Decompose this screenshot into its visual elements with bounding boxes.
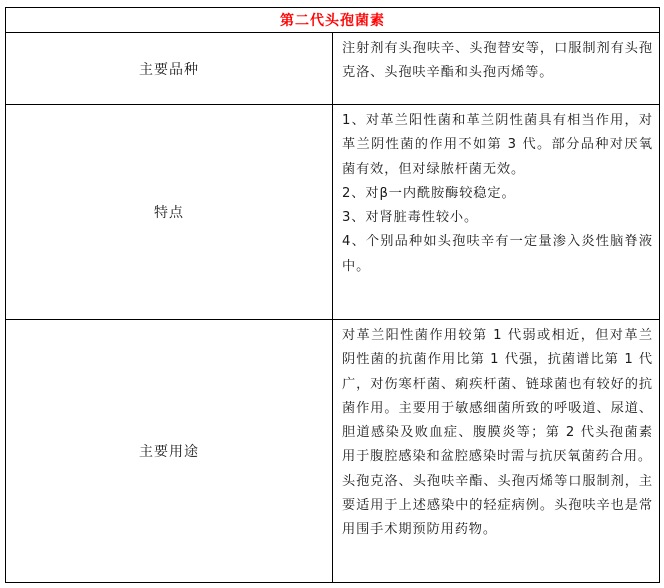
table-row-features (6, 105, 660, 320)
cephalosporin-table (5, 7, 660, 583)
row-content-varieties (333, 33, 660, 105)
row-label-uses: 主要用途 (6, 320, 333, 583)
feature-item-1: 1、对革兰阳性菌和革兰阴性菌具有相当作用，对革兰阴性菌的作用不如第 3 代。部分品种对厌氧菌有效，但对绿脓杆菌无效。 (342, 113, 653, 177)
feature-item-4: 4、个别品种如头孢呋辛有一定量渗入炎性脑脊液中。 (342, 234, 653, 274)
feature-item-2: 2、对β一内酰胺酶较稳定。 (342, 185, 516, 201)
row-content-uses (333, 320, 660, 583)
table-row-varieties (6, 33, 660, 105)
table-row-uses (6, 320, 660, 583)
row-content-features (333, 105, 660, 320)
varieties-paragraph-1: 注射剂有头孢呋辛、头孢替安等，口服制剂有头孢克洛、头孢呋辛酯和头孢丙烯等。 (342, 41, 653, 81)
uses-paragraph-2: 头孢克洛、头孢呋辛酯、头孢丙烯等口服制剂，主要适用于上述感染中的轻症病例。头孢呋辛也是常用围手术期预防用药物。 (342, 473, 653, 538)
row-label-varieties: 主要品种 (6, 33, 333, 105)
row-label-features: 特点 (6, 105, 333, 320)
feature-item-3: 3、对肾脏毒性较小。 (342, 210, 479, 226)
uses-paragraph-1: 对革兰阳性菌作用较第 1 代弱或相近，但对革兰阴性菌的抗菌作用比第 1 代强，抗菌谱比第 1 代广，对伤寒杆菌、痢疾杆菌、链球菌也有较好的抗菌作用。主要用于敏感细菌所致的呼吸道、尿道、胆道感染及败血症、腹膜炎等；第 2 代头孢菌素用于腹腔感染和盆腔感染时需与抗厌氧菌药合用。 (342, 328, 653, 465)
table-title-row (6, 8, 660, 33)
table-title: 第二代头孢菌素 (6, 8, 660, 33)
